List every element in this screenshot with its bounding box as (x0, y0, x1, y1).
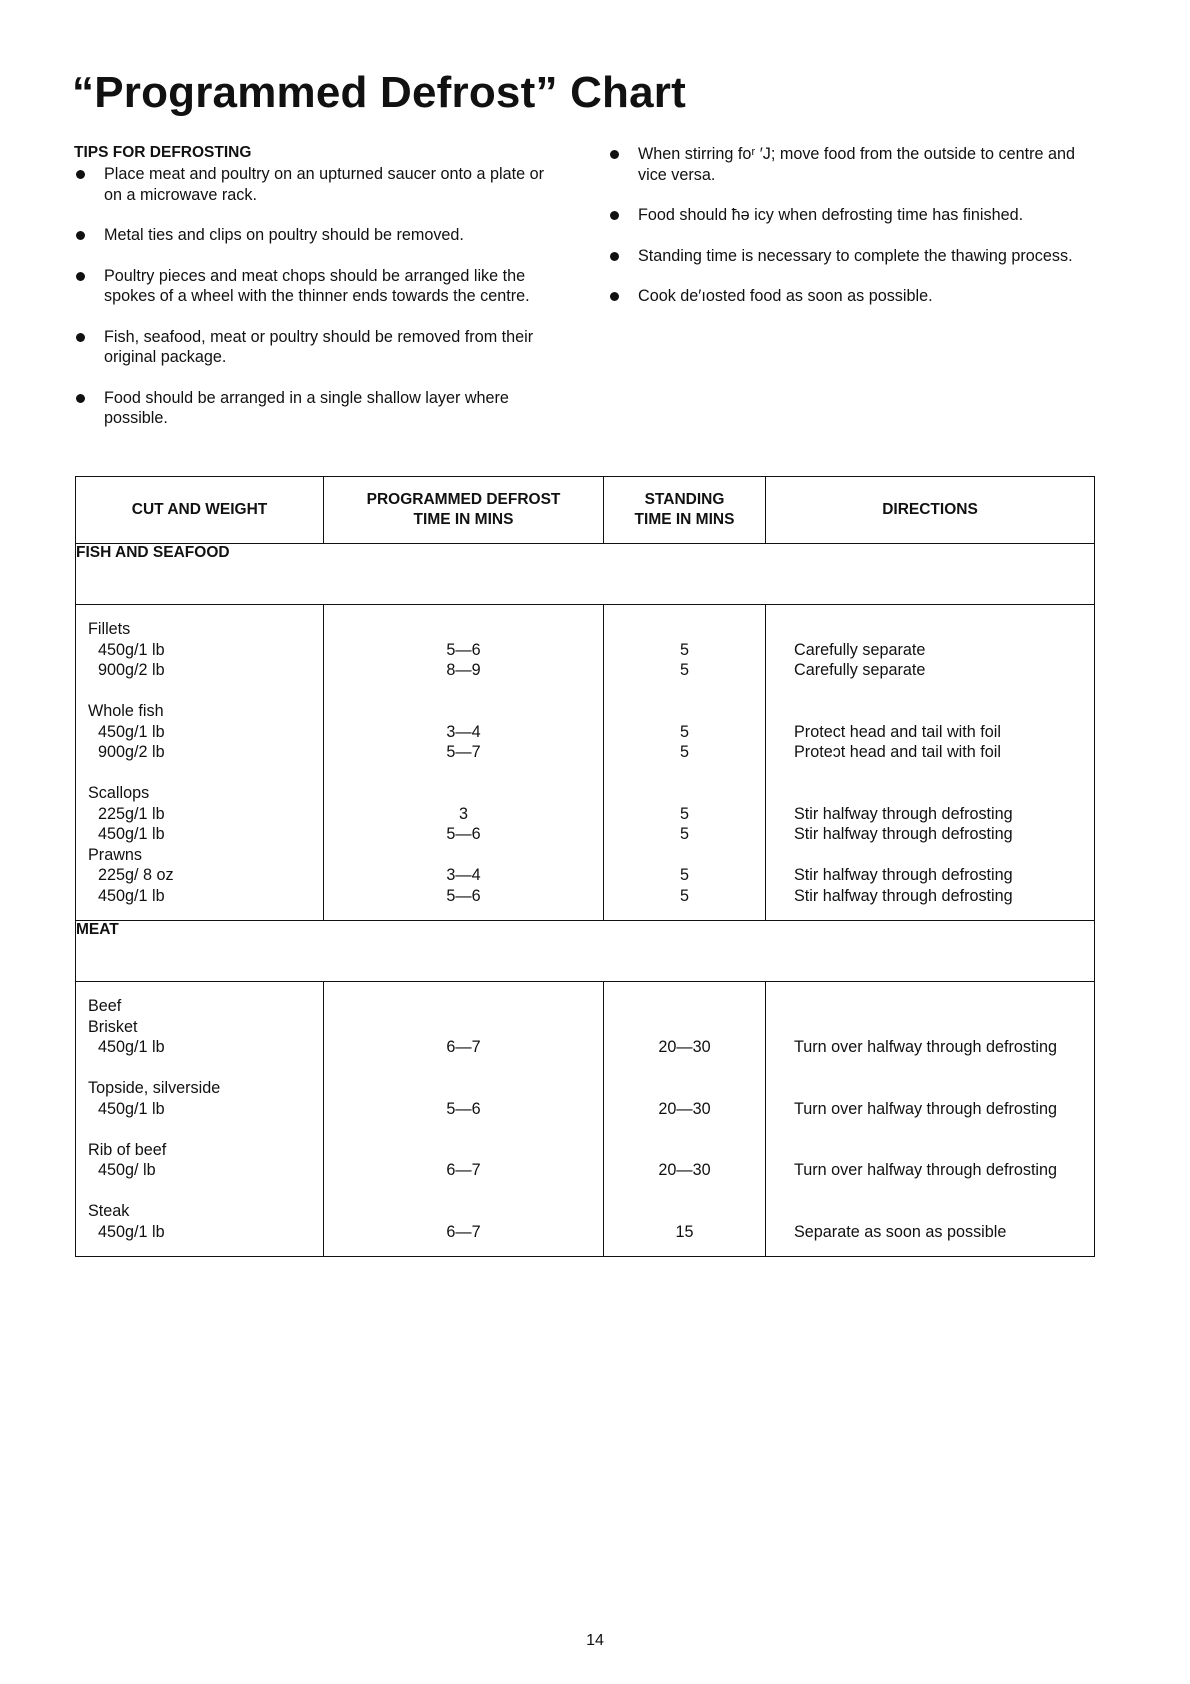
weight: 450g/ lb (98, 1161, 156, 1179)
standing-time: 5 (679, 722, 689, 741)
direction: Carefully separate (794, 661, 926, 679)
defrost-time: 5—6 (446, 1099, 481, 1118)
tip-item: Metal ties and clips on poultry should be removed. (74, 225, 564, 246)
section-row-meat (76, 921, 1095, 982)
tip-item: Standing time is necessary to complete the thawing process. (608, 246, 1098, 267)
direction: Separate as soon as possible (794, 1222, 1007, 1241)
standing-time: 5 (679, 743, 689, 761)
section-row-fish (76, 544, 1095, 605)
table-header-row (76, 477, 1095, 544)
table-row (76, 982, 1095, 1257)
direction: Turn over halfway through defrosting (794, 1038, 1058, 1056)
header-defrost-time: PROGRAMMED DEFROST TIME IN MINS (324, 477, 604, 544)
weight: 450g/1 lb (98, 1099, 165, 1118)
standing-time: 5 (679, 661, 689, 679)
tip-item: Food should be arranged in a single shallow layer where possible. (74, 388, 564, 429)
weight: 450g/1 lb (98, 1038, 165, 1056)
direction: Stir halfway through defrosting (794, 825, 1013, 843)
standing-time: 15 (675, 1222, 694, 1241)
direction: Stir halfway through defrosting (794, 886, 1013, 905)
section-label: MEAT (76, 921, 1095, 982)
weight: 900g/2 lb (98, 661, 165, 679)
direction: Protect head and tail with foil (794, 722, 1001, 741)
defrost-time: 8—9 (446, 661, 481, 679)
direction: Turn over halfway through defrosting (794, 1161, 1058, 1179)
defrost-time: 5—6 (446, 886, 481, 905)
direction: Proteɔt head and tail with foil (794, 743, 1001, 761)
standing-time: 5 (679, 640, 689, 659)
header-directions: DIRECTIONS (766, 477, 1095, 544)
cut-label: Rib of beef (88, 1140, 167, 1159)
tips-list-left (74, 164, 564, 449)
standing-time: 20—30 (658, 1038, 711, 1056)
direction: Carefully separate (794, 640, 926, 659)
table-row (76, 605, 1095, 921)
defrost-time: 3 (458, 804, 468, 823)
cut-label: Brisket (88, 1017, 138, 1036)
standing-time: 20—30 (658, 1099, 711, 1118)
header-standing-time: STANDING TIME IN MINS (604, 477, 766, 544)
section-label: FISH AND SEAFOOD (76, 544, 1095, 605)
direction: Stir halfway through defrosting (794, 866, 1013, 884)
weight: 450g/1 lb (98, 825, 165, 843)
defrost-time: 5—7 (446, 743, 481, 761)
weight: 225g/ 8 oz (98, 866, 174, 884)
tip-item: Food should ħə icy when defrosting time has finished. (608, 205, 1098, 226)
cut-label: Beef (88, 997, 122, 1015)
cut-label: Prawns (88, 845, 142, 864)
defrost-time: 6—7 (446, 1161, 481, 1179)
weight: 450g/1 lb (98, 886, 165, 905)
tip-item: Poultry pieces and meat chops should be arranged like the spokes of a wheel with the thinner ends towards the centre. (74, 266, 564, 307)
weight: 450g/1 lb (98, 1222, 165, 1241)
page-title: “Programmed Defrost” Chart (72, 68, 686, 117)
tip-item: When stirring foʳ ′J; move food from the outside to centre and vice versa. (608, 144, 1098, 185)
standing-time: 5 (679, 804, 689, 823)
standing-time: 5 (679, 866, 689, 884)
defrost-time: 5—6 (446, 825, 481, 843)
cut-label: Scallops (88, 784, 150, 802)
weight: 225g/1 lb (98, 804, 165, 823)
page-number: 14 (586, 1632, 604, 1649)
defrost-time: 3—4 (446, 866, 481, 884)
defrost-time: 6—7 (446, 1038, 481, 1056)
defrost-time: 6—7 (446, 1222, 481, 1241)
defrost-table (75, 476, 1095, 1257)
standing-time: 20—30 (658, 1161, 711, 1179)
direction: Turn over halfway through defrosting (794, 1099, 1058, 1118)
tip-item: Cook de′ıosted food as soon as possible. (608, 286, 1098, 307)
cut-label: Topside, silverside (88, 1079, 221, 1097)
standing-time: 5 (679, 825, 689, 843)
direction: Stir halfway through defrosting (794, 804, 1013, 823)
tip-item: Place meat and poultry on an upturned saucer onto a plate or on a microwave rack. (74, 164, 564, 205)
weight: 450g/1 lb (98, 640, 165, 659)
defrost-time: 3—4 (446, 722, 481, 741)
weight: 450g/1 lb (98, 722, 165, 741)
tips-list-right (608, 144, 1098, 327)
tips-heading: TIPS FOR DEFROSTING (74, 144, 252, 161)
cut-label: Fillets (88, 620, 131, 638)
weight: 900g/2 lb (98, 743, 165, 761)
header-cut-weight: CUT AND WEIGHT (76, 477, 324, 544)
tip-item: Fish, seafood, meat or poultry should be removed from their original package. (74, 327, 564, 368)
cut-label: Steak (88, 1202, 130, 1220)
defrost-time: 5—6 (446, 640, 481, 659)
standing-time: 5 (679, 886, 689, 905)
cut-label: Whole fish (88, 702, 164, 720)
